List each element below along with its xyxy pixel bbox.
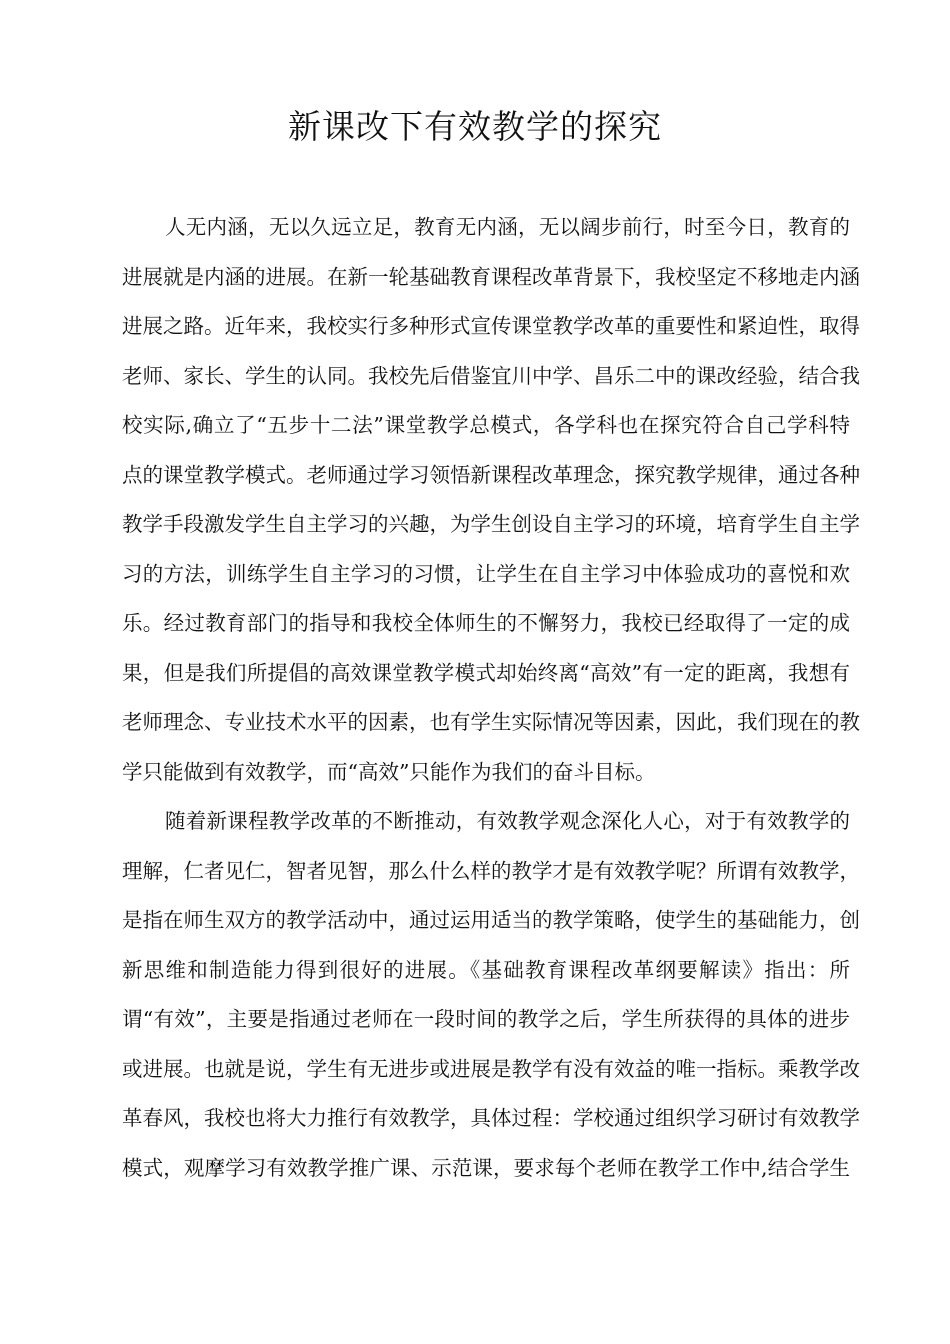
paragraph-2 [122, 797, 860, 1193]
paragraph-line: 理解，仁者见仁，智者见智，那么什么样的教学才是有效教学呢？所谓有效教学， [122, 858, 860, 883]
paragraph-line: 新思维和制造能力得到很好的进展。《基础教育课程改革纲要解读》指出：所 [122, 957, 850, 982]
document-title: 新课改下有效教学的探究 [288, 107, 662, 146]
document-body [122, 203, 860, 1193]
paragraph-line: 或进展。也就是说，学生有无进步或进展是教学有没有效益的唯一指标。乘教学改 [122, 1056, 860, 1081]
paragraph-line: 老师、家长、学生的认同。我校先后借鉴宜川中学、昌乐二中的课改经验，结合我 [122, 363, 860, 388]
paragraph-line: 革春风，我校也将大力推行有效教学，具体过程：学校通过组织学习研讨有效教学 [122, 1106, 860, 1130]
paragraph-line: 进展之路。近年来，我校实行多种形式宣传课堂教学改革的重要性和紧迫性，取得 [122, 314, 860, 338]
paragraph-line: 点的课堂教学模式。老师通过学习领悟新课程改革理念，探究教学规律，通过各种 [122, 462, 860, 487]
paragraph-line: 习的方法，训练学生自主学习的习惯，让学生在自主学习中体验成功的喜悦和欢 [122, 561, 850, 586]
paragraph-line: 校实际,确立了“五步十二法”课堂教学总模式，各学科也在探究符合自己学科特 [122, 413, 850, 437]
paragraph-line: 是指在师生双方的教学活动中，通过运用适当的教学策略，使学生的基础能力，创 [122, 908, 860, 932]
paragraph-1 [122, 203, 860, 797]
paragraph-line: 人无内涵，无以久远立足，教育无内涵，无以阔步前行，时至今日，教育的 [165, 215, 850, 239]
paragraph-line: 进展就是内涵的进展。在新一轮基础教育课程改革背景下，我校坚定不移地走内涵 [122, 264, 860, 289]
paragraph-line: 教学手段激发学生自主学习的兴趣，为学生创设自主学习的环境，培育学生自主学 [122, 512, 860, 536]
paragraph-line: 模式，观摩学习有效教学推广课、示范课，要求每个老师在教学工作中,结合学生 [122, 1155, 850, 1180]
paragraph-line: 乐。经过教育部门的指导和我校全体师生的不懈努力，我校已经取得了一定的成 [122, 611, 850, 635]
paragraph-line: 谓“有效”，主要是指通过老师在一段时间的教学之后，学生所获得的具体的进步 [122, 1007, 850, 1031]
paragraph-line: 果，但是我们所提倡的高效课堂教学模式却始终离“高效”有一定的距离，我想有 [122, 660, 850, 685]
paragraph-line: 老师理念、专业技术水平的因素，也有学生实际情况等因素，因此，我们现在的教 [122, 710, 860, 734]
paragraph-line: 学只能做到有效教学，而“高效”只能作为我们的奋斗目标。 [122, 759, 656, 784]
paragraph-line: 随着新课程教学改革的不断推动，有效教学观念深化人心，对于有效教学的 [165, 809, 850, 833]
